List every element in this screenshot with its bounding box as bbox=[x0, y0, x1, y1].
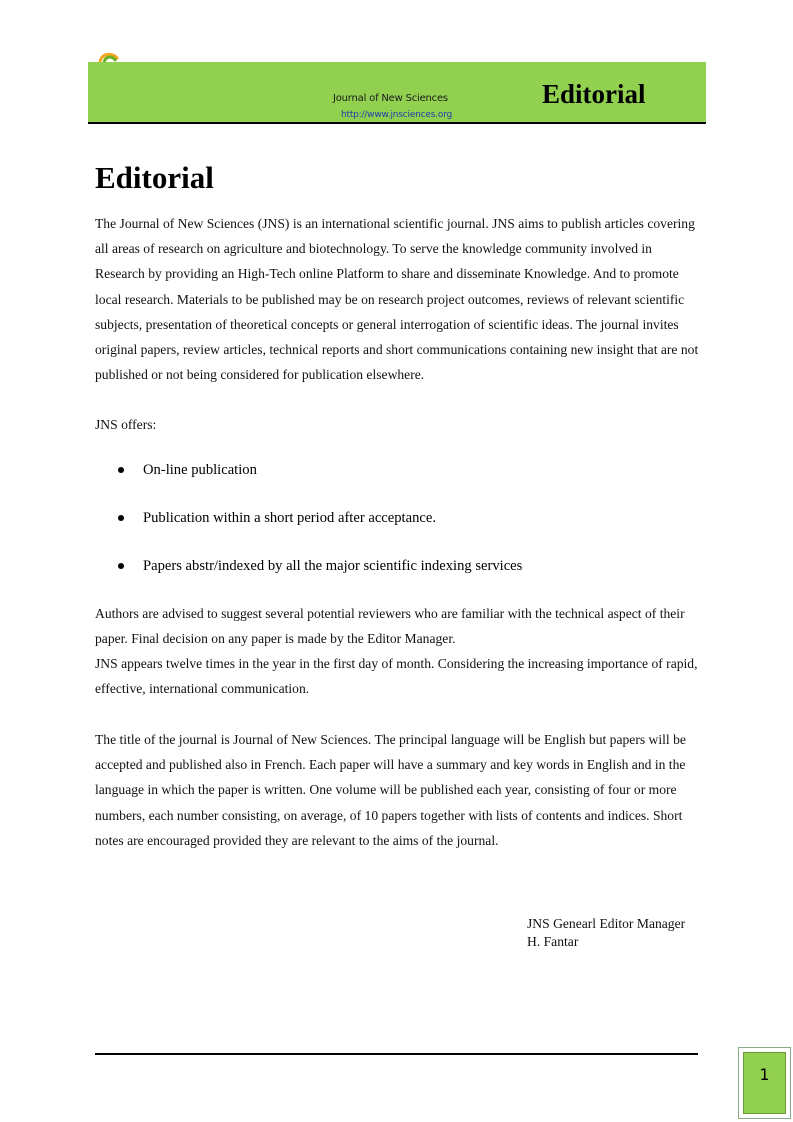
page-number-box bbox=[738, 1047, 791, 1119]
header-section-label: Editorial bbox=[542, 79, 646, 109]
journal-name: Journal of New Sciences bbox=[333, 93, 448, 104]
offer-text: Papers abstr/indexed by all the major scientific indexing services bbox=[143, 558, 523, 574]
bullet-icon bbox=[118, 563, 124, 569]
authors-paragraph: Authors are advised to suggest several potential reviewers who are familiar with the technical aspect of their paper. Final decision on any paper is made by the Editor Manager. bbox=[95, 606, 685, 647]
offers-label: JNS offers: bbox=[95, 417, 157, 432]
offer-text: On-line publication bbox=[143, 462, 257, 478]
signature-name: H. Fantar bbox=[527, 934, 579, 949]
signature-role: JNS Genearl Editor Manager bbox=[527, 916, 686, 931]
page-title: Editorial bbox=[95, 160, 214, 195]
bullet-icon bbox=[118, 467, 124, 473]
journal-url-link[interactable]: http://www.jnsciences.org bbox=[341, 110, 453, 120]
offer-text: Publication within a short period after acceptance. bbox=[143, 510, 436, 526]
page-number-background bbox=[743, 1052, 786, 1114]
journal-title-paragraph: The title of the journal is Journal of New Sciences. The principal language will be English but papers will be accepted and published also in French. Each paper will have a summary and key words in English and in the language in which the paper is written. One volume will be published each year, consisting of four or more numbers, each number consisting, on average, of 10 papers together with lists of contents and indices. Short notes are encouraged provided they are relevant to the aims of the journal. bbox=[95, 732, 686, 848]
page-number: 1 bbox=[759, 1065, 770, 1084]
intro-paragraph: The Journal of New Sciences (JNS) is an international scientific journal. JNS aims to publish articles covering all areas of research on agriculture and biotechnology. To serve the knowledge community involved in Research by providing an High-Tech online Platform to share and disseminate Knowledge. And to promote local research. Materials to be published may be on research project outcomes, reviews of relevant scientific subjects, presentation of theoretical concepts or general interrogation of scientific ideas. The journal invites original papers, review articles, technical reports and short communications containing new insight that are not published or not being considered for publication elsewhere. bbox=[95, 216, 699, 383]
bullet-icon bbox=[118, 515, 124, 521]
header-rule bbox=[88, 122, 706, 124]
frequency-paragraph: JNS appears twelve times in the year in the first day of month. Considering the increasing importance of rapid, effective, international communication. bbox=[95, 656, 698, 697]
signature-block bbox=[527, 915, 685, 951]
footer-rule bbox=[95, 1053, 698, 1055]
